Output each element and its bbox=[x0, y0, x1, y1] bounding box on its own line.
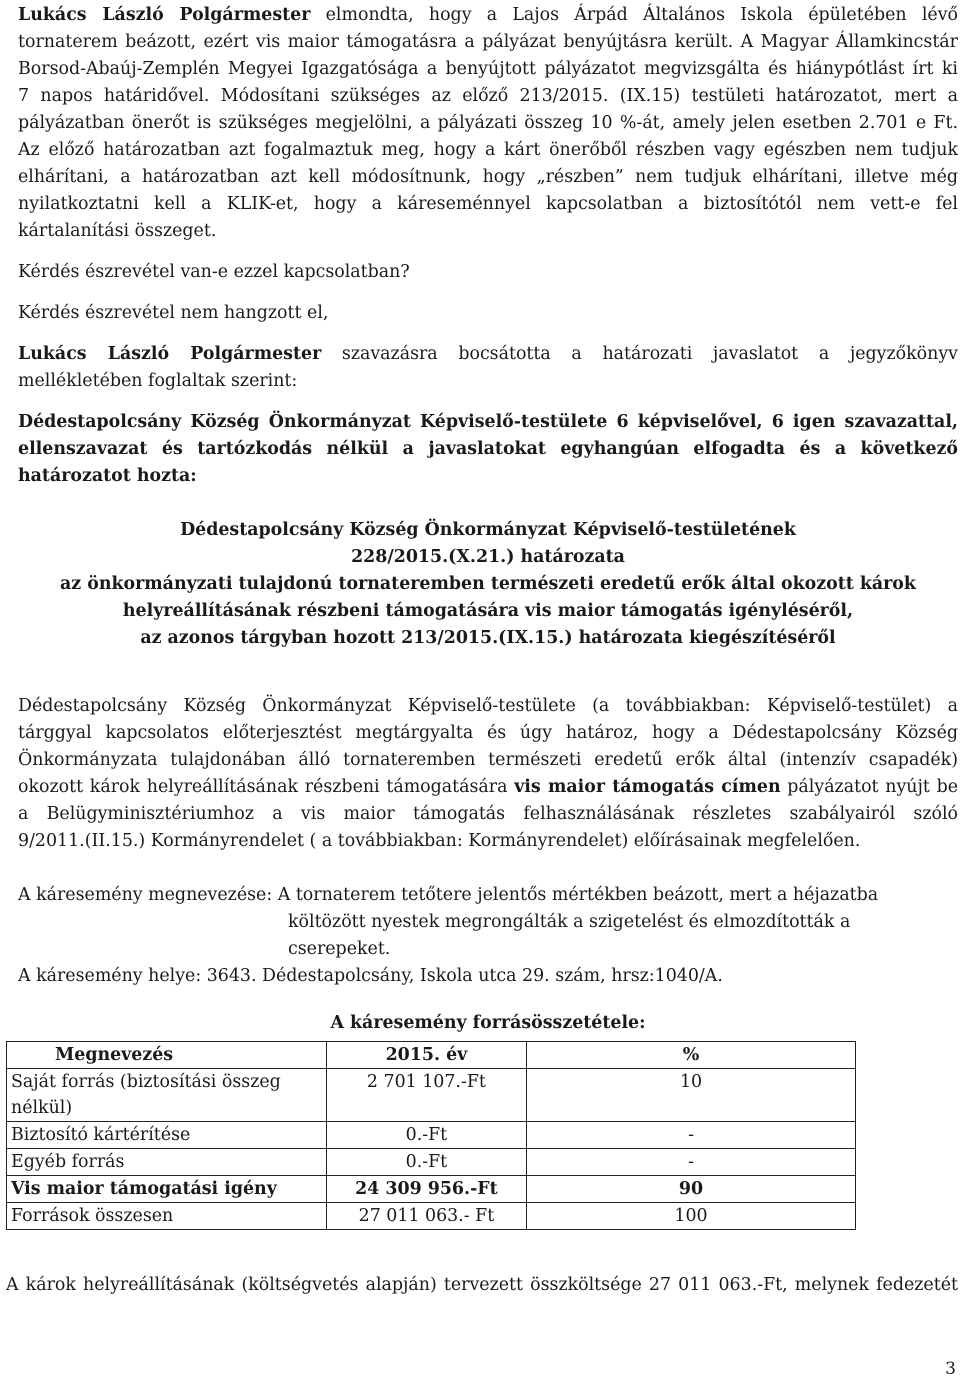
table-row bbox=[7, 1122, 856, 1149]
vote-line-1-text: szavazásra bocsátotta a határozati javaslatot a jegyzőkönyv bbox=[321, 344, 958, 364]
resolution-title-1: Dédestapolcsány Község Önkormányzat Képviselő-testületének bbox=[180, 520, 796, 540]
cell-amount: 27 011 063.- Ft bbox=[326, 1203, 526, 1230]
table-header-row bbox=[7, 1042, 856, 1069]
resolution-title-2: 228/2015.(X.21.) határozata bbox=[351, 547, 625, 567]
event-place: A káresemény helye: 3643. Dédestapolcsány, Iskola utca 29. szám, hrsz:1040/A. bbox=[18, 966, 723, 986]
event-name-label: A káresemény megnevezése: bbox=[18, 885, 278, 905]
intro-speaker: Lukács László Polgármester bbox=[18, 5, 311, 25]
cell-percent: - bbox=[527, 1122, 856, 1149]
body-line-3: Önkormányzata tulajdonában álló tornateremben természeti eredetű erők által (intenzív csapadék) bbox=[18, 750, 958, 770]
intro-line-9: kártalanítási összeget. bbox=[18, 221, 217, 241]
footer-line: A károk helyreállításának (költségvetés alapján) tervezett összköltsége 27 011 063.-Ft, melynek fedezetét bbox=[6, 1275, 958, 1295]
event-name-line-1 bbox=[18, 882, 958, 909]
cell-name: Egyéb forrás bbox=[7, 1149, 327, 1176]
intro-line-8: nyilatkoztatni kell a KLIK-et, hogy a káreseménnyel kapcsolatban a biztosítótól nem vett-e fel bbox=[18, 194, 958, 214]
document-page bbox=[6, 2, 958, 1299]
intro-line-4: 7 napos határidővel. Módosítani szükséges az előző 213/2015. (IX.15) testületi határozatot, mert a bbox=[18, 86, 958, 106]
no-question-text: Kérdés észrevétel nem hangzott el, bbox=[18, 303, 329, 323]
table-row bbox=[7, 1149, 856, 1176]
intro-line-3: Borsod-Abaúj-Zemplén Megyei Igazgatósága a benyújtott pályázatot megvizsgálta és hiánypótlást írt ki bbox=[18, 59, 958, 79]
funding-table bbox=[6, 1041, 856, 1230]
intro-line-1 bbox=[18, 2, 958, 29]
resolution-title-4: helyreállításának részbeni támogatására vis maior támogatás igényléséről, bbox=[122, 601, 854, 621]
cell-amount: 0.-Ft bbox=[326, 1149, 526, 1176]
body-line-1: Dédestapolcsány Község Önkormányzat Képviselő-testülete (a továbbiakban: Képviselő-testület) a bbox=[18, 696, 958, 716]
cell-percent: 10 bbox=[527, 1069, 856, 1122]
header-percent: % bbox=[527, 1042, 856, 1069]
question-text: Kérdés észrevétel van-e ezzel kapcsolatban? bbox=[18, 262, 410, 282]
table-row bbox=[7, 1203, 856, 1230]
table-row bbox=[7, 1069, 856, 1122]
intro-line-1-text: elmondta, hogy a Lajos Árpád Általános Iskola épületében lévő bbox=[310, 5, 958, 25]
intro-line-7: elhárítani, a határozatban azt kell módosítnunk, hogy „részben” nem tudjuk elhárítani, illetve még bbox=[18, 167, 958, 187]
cell-amount: 0.-Ft bbox=[326, 1122, 526, 1149]
resolution-title-3: az önkormányzati tulajdonú tornateremben természeti eredetű erők által okozott károk bbox=[60, 574, 916, 594]
body-line-2: tárggyal kapcsolatos előterjesztést megtárgyalta és úgy határoz, hogy a Dédestapolcsány Község bbox=[18, 723, 958, 743]
cell-percent: - bbox=[527, 1149, 856, 1176]
vote-speaker: Lukács László Polgármester bbox=[18, 344, 322, 364]
vote-line-1 bbox=[18, 341, 958, 368]
cell-name: Források összesen bbox=[7, 1203, 327, 1230]
event-name-line-2: költözött nyestek megrongálták a szigetelést és elmozdították a bbox=[288, 912, 851, 932]
intro-line-6: Az előző határozatban azt fogalmaztuk meg, hogy a kárt önerőből részben vagy egészben nem tudjuk bbox=[18, 140, 958, 160]
body-line-4-post: pályázatot nyújt be bbox=[780, 777, 958, 797]
table-row bbox=[7, 1176, 856, 1203]
header-year: 2015. év bbox=[326, 1042, 526, 1069]
resolution-title-5: az azonos tárgyban hozott 213/2015.(IX.15.) határozata kiegészítéséről bbox=[140, 628, 836, 648]
event-name-text-1: A tornaterem tetőtere jelentős mértékben beázott, mert a héjazatba bbox=[277, 885, 879, 905]
page-number: 3 bbox=[945, 1359, 956, 1379]
cell-amount: 24 309 956.-Ft bbox=[326, 1176, 526, 1203]
vote-line-2: mellékletében foglaltak szerint: bbox=[18, 371, 298, 391]
body-line-4-pre: okozott károk helyreállításának részbeni támogatására bbox=[18, 777, 515, 797]
event-name-line-3: cserepeket. bbox=[288, 939, 391, 959]
decision-line-2: ellenszavazat és tartózkodás nélkül a javaslatokat egyhangúan elfogadta és a következő bbox=[18, 439, 958, 459]
cell-name: Saját forrás (biztosítási összeg nélkül) bbox=[7, 1069, 327, 1122]
decision-line-1: Dédestapolcsány Község Önkormányzat Képviselő-testülete 6 képviselővel, 6 igen szavazattal, bbox=[18, 412, 958, 432]
decision-line-3: határozatot hozta: bbox=[18, 466, 197, 486]
body-line-4 bbox=[18, 774, 958, 801]
body-line-4-bold: vis maior támogatás címen bbox=[514, 777, 781, 797]
header-name: Megnevezés bbox=[7, 1042, 327, 1069]
cell-amount: 2 701 107.-Ft bbox=[326, 1069, 526, 1122]
cell-percent: 90 bbox=[527, 1176, 856, 1203]
cell-name: Biztosító kártérítése bbox=[7, 1122, 327, 1149]
intro-line-5: pályázatban önerőt is szükséges megjelölni, a pályázati összeg 10 %-át, amely jelen esetben 2.701 e Ft. bbox=[18, 113, 958, 133]
intro-line-2: tornaterem beázott, ezért vis maior támogatásra a pályázat benyújtásra került. A Magyar Államkincstár bbox=[18, 32, 958, 52]
table-title: A káresemény forrásösszetétele: bbox=[330, 1013, 646, 1033]
cell-percent: 100 bbox=[527, 1203, 856, 1230]
cell-name: Vis maior támogatási igény bbox=[7, 1176, 327, 1203]
body-line-5: a Belügyminisztériumhoz a vis maior támogatás felhasználásának részletes szabályairól szóló bbox=[18, 804, 958, 824]
body-line-6: 9/2011.(II.15.) Kormányrendelet ( a továbbiakban: Kormányrendelet) előírásainak megfelelően. bbox=[18, 831, 861, 851]
